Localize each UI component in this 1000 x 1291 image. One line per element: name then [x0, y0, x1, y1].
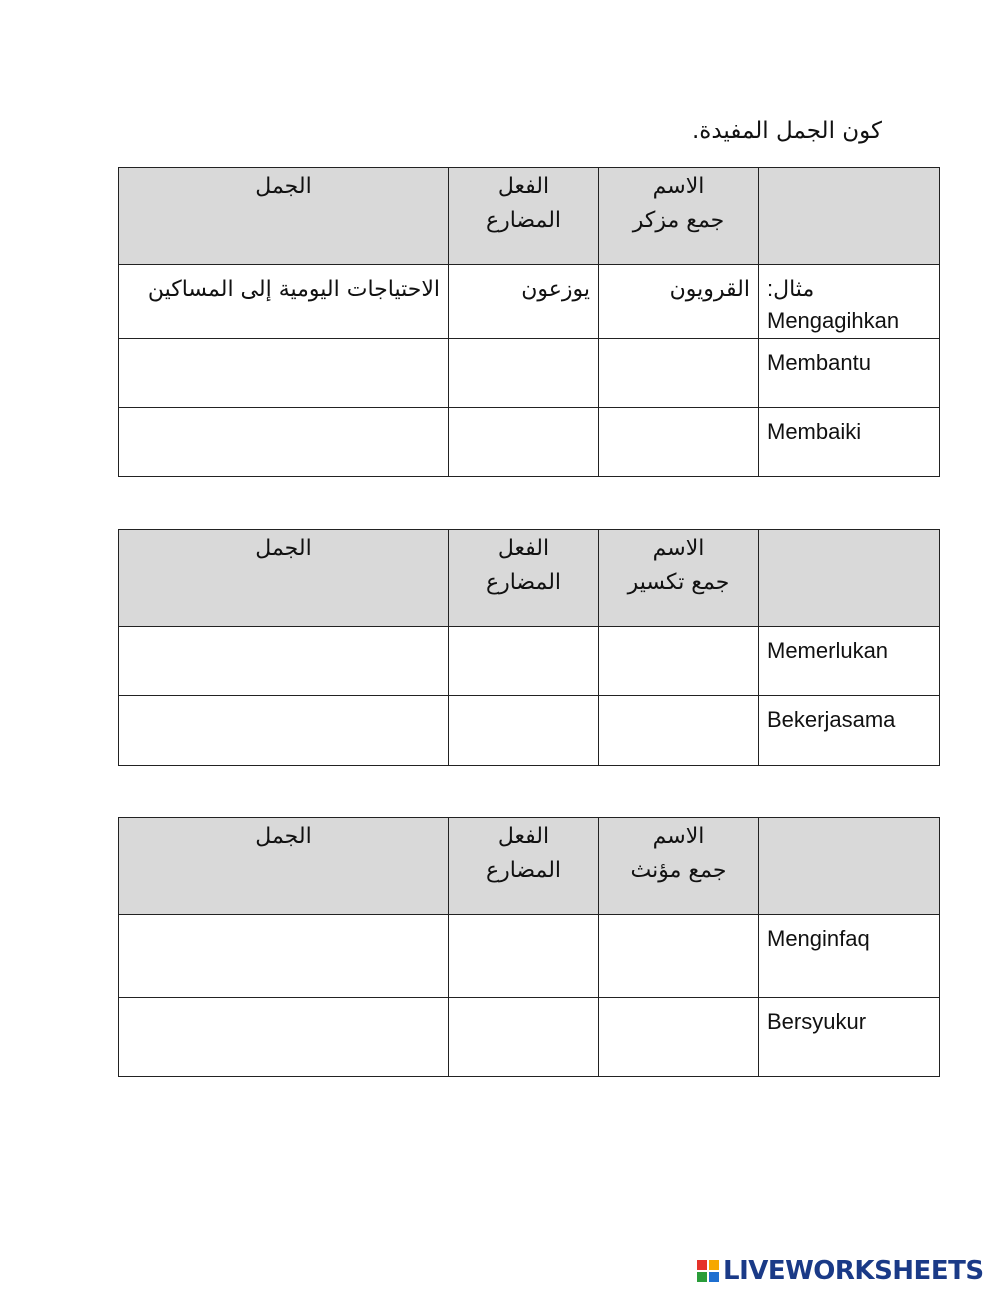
- noun-cell[interactable]: القرويون: [599, 265, 759, 339]
- header-verb: [449, 168, 599, 265]
- verb-cell[interactable]: [449, 339, 599, 408]
- header-noun: [599, 530, 759, 627]
- word-label: Mengagihkan: [767, 308, 900, 333]
- table-row: [119, 627, 940, 696]
- logo-square: [697, 1272, 707, 1282]
- sentence-cell[interactable]: [119, 408, 449, 477]
- header-noun: [599, 818, 759, 915]
- table-header-row: [119, 530, 940, 627]
- header-verb-line2: المضارع: [485, 208, 562, 233]
- header-sentence: الجمل: [119, 818, 449, 915]
- table-row: [119, 408, 940, 477]
- header-verb-line1: الفعل: [497, 536, 550, 561]
- verb-cell[interactable]: يوزعون: [449, 265, 599, 339]
- header-sentence: الجمل: [119, 168, 449, 265]
- noun-cell[interactable]: [599, 339, 759, 408]
- header-word: [759, 818, 940, 915]
- verb-cell[interactable]: [449, 915, 599, 998]
- noun-cell[interactable]: [599, 627, 759, 696]
- header-verb-line2: المضارع: [485, 570, 562, 595]
- header-word: [759, 530, 940, 627]
- table-header-row: [119, 818, 940, 915]
- table-jamak-muzakkar: [118, 167, 940, 477]
- word-cell: Memerlukan: [759, 627, 940, 696]
- noun-cell[interactable]: [599, 915, 759, 998]
- header-noun-line1: الاسم: [652, 174, 705, 199]
- sentence-cell[interactable]: [119, 915, 449, 998]
- table-row: [119, 339, 940, 408]
- header-noun-line2: جمع مؤنث: [630, 858, 727, 883]
- verb-cell[interactable]: [449, 696, 599, 766]
- word-cell: [759, 265, 940, 339]
- header-noun-line1: الاسم: [652, 536, 705, 561]
- verb-cell[interactable]: [449, 627, 599, 696]
- table-header-row: [119, 168, 940, 265]
- noun-cell[interactable]: [599, 696, 759, 766]
- logo-square: [697, 1260, 707, 1270]
- sentence-cell[interactable]: [119, 339, 449, 408]
- header-noun-line2: جمع مزكر: [632, 208, 725, 233]
- word-cell: Membantu: [759, 339, 940, 408]
- table-jamak-muannas: [118, 817, 940, 1077]
- header-verb-line1: الفعل: [497, 824, 550, 849]
- worksheet-title: كون الجمل المفيدة.: [691, 118, 882, 144]
- liveworksheets-logo: [697, 1256, 984, 1286]
- word-cell: Bersyukur: [759, 998, 940, 1077]
- logo-square: [709, 1260, 719, 1270]
- header-noun-line1: الاسم: [652, 824, 705, 849]
- header-noun: [599, 168, 759, 265]
- word-cell: Menginfaq: [759, 915, 940, 998]
- table-row: [119, 998, 940, 1077]
- sentence-cell[interactable]: [119, 627, 449, 696]
- verb-cell[interactable]: [449, 408, 599, 477]
- logo-mark-icon: [697, 1260, 719, 1282]
- header-verb-line1: الفعل: [497, 174, 550, 199]
- header-word: [759, 168, 940, 265]
- logo-text: LIVEWORKSHEETS: [723, 1256, 984, 1286]
- table-row: [119, 696, 940, 766]
- example-label: مثال:: [767, 276, 815, 301]
- header-sentence: الجمل: [119, 530, 449, 627]
- header-verb-line2: المضارع: [485, 858, 562, 883]
- table-row: [119, 265, 940, 339]
- sentence-cell[interactable]: [119, 998, 449, 1077]
- table-jamak-taksir: [118, 529, 940, 766]
- sentence-cell[interactable]: [119, 696, 449, 766]
- verb-cell[interactable]: [449, 998, 599, 1077]
- noun-cell[interactable]: [599, 998, 759, 1077]
- table-row: [119, 915, 940, 998]
- logo-square: [709, 1272, 719, 1282]
- word-cell: Membaiki: [759, 408, 940, 477]
- noun-cell[interactable]: [599, 408, 759, 477]
- sentence-cell[interactable]: الاحتياجات اليومية إلى المساكين: [119, 265, 449, 339]
- header-verb: [449, 818, 599, 915]
- header-verb: [449, 530, 599, 627]
- word-cell: Bekerjasama: [759, 696, 940, 766]
- header-noun-line2: جمع تكسير: [627, 570, 730, 595]
